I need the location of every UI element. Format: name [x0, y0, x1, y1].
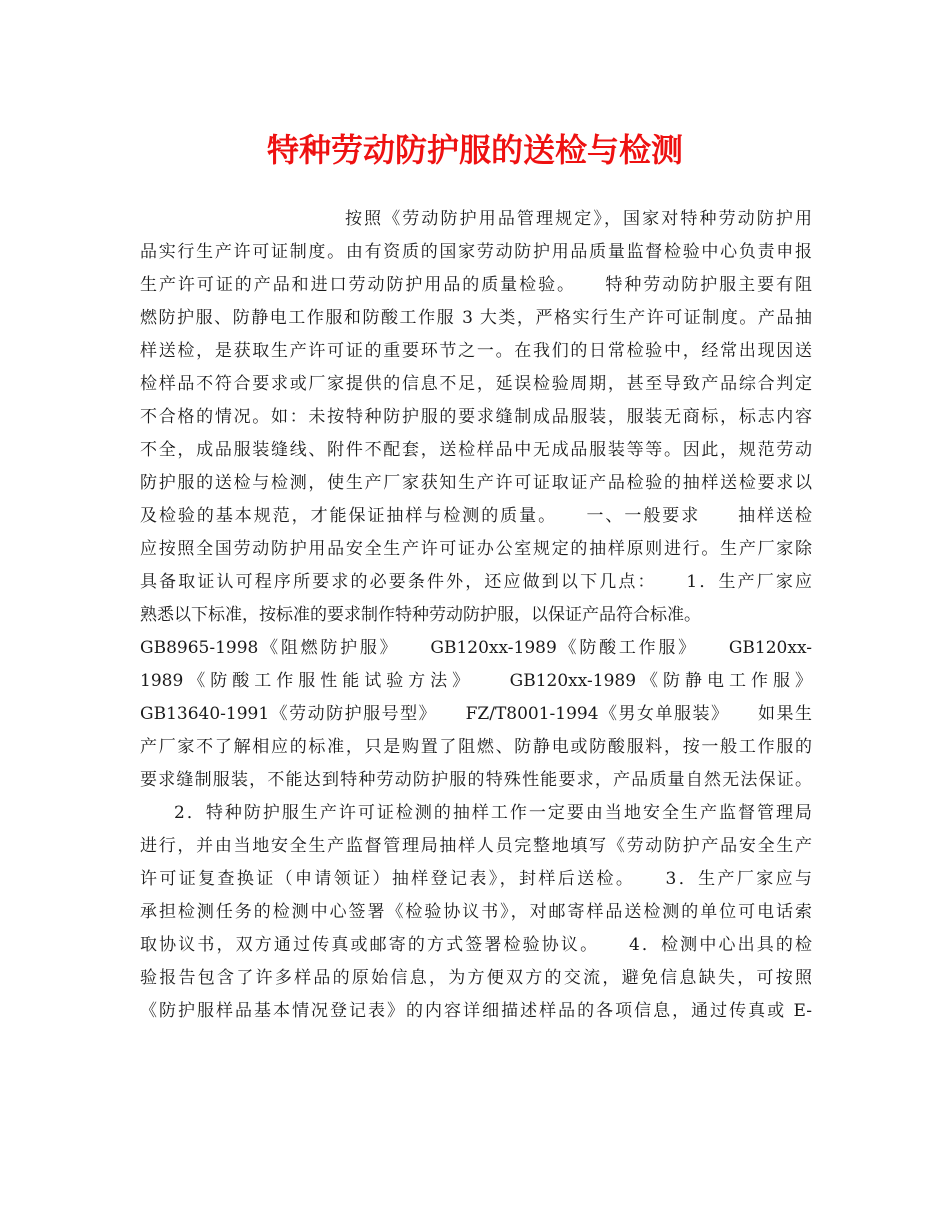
body-line: 《防护服样品基本情况登记表》的内容详细描述样品的各项信息，通过传真或 E-	[140, 1001, 812, 1021]
body-line: 取协议书，双方通过传真或邮寄的方式签署检验协议。 4．检测中心出具的检	[140, 935, 812, 955]
body-line: GB13640-1991《劳动防护服号型》 FZ/T8001-1994《男女单服装》 如果生	[140, 704, 812, 724]
body-line: 承担检测任务的检测中心签署《检验协议书》，对邮寄样品送检测的单位可电话索	[140, 902, 812, 922]
body-line: 检样品不符合要求或厂家提供的信息不足，延误检验周期，甚至导致产品综合判定	[140, 374, 812, 394]
body-line: 不全，成品服装缝线、附件不配套，送检样品中无成品服装等等。因此，规范劳动	[140, 440, 812, 460]
document-title: 特种劳动防护服的送检与检测	[266, 131, 683, 169]
body-line: 燃防护服、防静电工作服和防酸工作服 3 大类，严格实行生产许可证制度。产品抽	[140, 308, 812, 328]
body-line: 2．特种防护服生产许可证检测的抽样工作一定要由当地安全生产监督管理局	[174, 803, 812, 823]
body-line: 按照《劳动防护用品管理规定》，国家对特种劳动防护用	[345, 209, 812, 229]
body-line: 不合格的情况。如：未按特种防护服的要求缝制成品服装，服装无商标，标志内容	[140, 407, 812, 427]
document-body	[140, 203, 812, 1028]
body-line: GB8965-1998《阻燃防护服》 GB120xx-1989《防酸工作服》 GB120xx-	[140, 638, 812, 658]
body-line: 许可证复查换证（申请领证）抽样登记表》，封样后送检。 3．生产厂家应与	[140, 869, 812, 889]
body-line: 防护服的送检与检测，使生产厂家获知生产许可证取证产品检验的抽样送检要求以	[140, 473, 812, 493]
body-line: 样送检，是获取生产许可证的重要环节之一。在我们的日常检验中，经常出现因送	[140, 341, 812, 361]
body-line: 品实行生产许可证制度。由有资质的国家劳动防护用品质量监督检验中心负责申报	[140, 242, 812, 262]
body-line: 产厂家不了解相应的标准，只是购置了阻燃、防静电或防酸服料，按一般工作服的	[140, 737, 812, 757]
body-line: 进行，并由当地安全生产监督管理局抽样人员完整地填写《劳动防护产品安全生产	[140, 836, 812, 856]
body-line: 1989《防酸工作服性能试验方法》 GB120xx-1989《防静电工作服》	[140, 671, 812, 691]
body-line: 验报告包含了许多样品的原始信息，为方便双方的交流，避免信息缺失，可按照	[140, 968, 812, 988]
body-line: 及检验的基本规范，才能保证抽样与检测的质量。 一、一般要求 抽样送检	[140, 506, 812, 526]
body-line: 要求缝制服装，不能达到特种劳动防护服的特殊性能要求，产品质量自然无法保证。	[140, 770, 812, 790]
body-line: 应按照全国劳动防护用品安全生产许可证办公室规定的抽样原则进行。生产厂家除	[140, 539, 812, 559]
body-line: 生产许可证的产品和进口劳动防护用品的质量检验。 特种劳动防护服主要有阻	[140, 275, 812, 295]
body-line: 具备取证认可程序所要求的必要条件外，还应做到以下几点： 1．生产厂家应	[140, 572, 812, 592]
body-line: 熟悉以下标准，按标准的要求制作特种劳动防护服，以保证产品符合标准。	[140, 605, 701, 625]
